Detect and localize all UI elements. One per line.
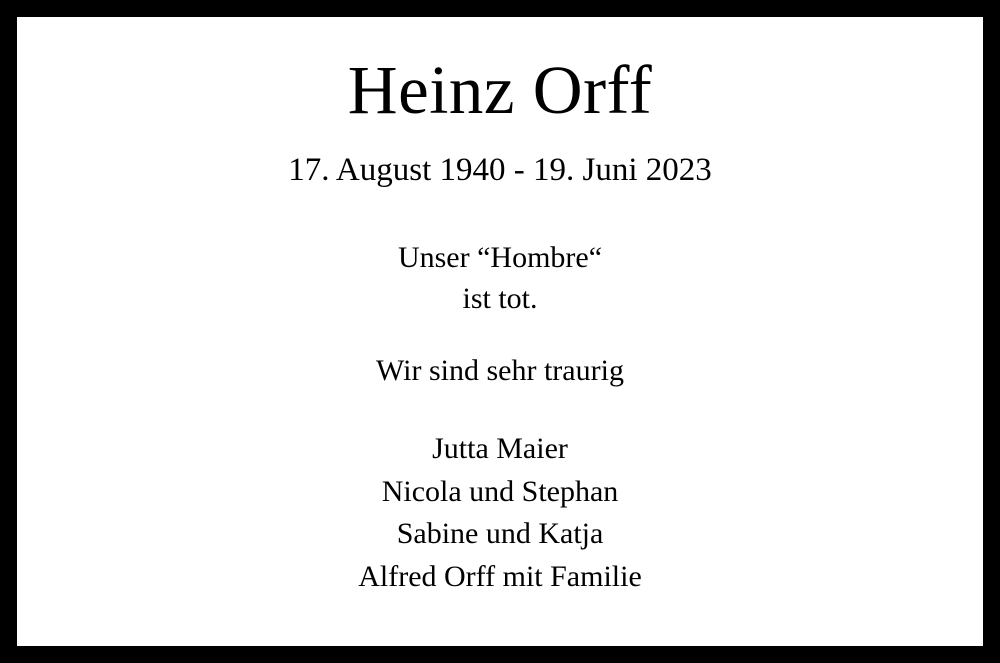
family-line-1: Jutta Maier: [432, 431, 568, 465]
message-line-1: Wir sind sehr traurig: [376, 354, 624, 388]
tribute-line-2: ist tot.: [462, 281, 538, 315]
family-line-2: Nicola und Stephan: [381, 474, 619, 508]
family-line-3: Sabine und Katja: [396, 517, 604, 551]
message-block: [376, 351, 624, 392]
tribute-line-1: Unser “Hombre“: [397, 241, 603, 275]
tribute-block: [398, 238, 602, 319]
life-dates: 17. August 1940 - 19. Juni 2023: [288, 151, 712, 188]
obituary-frame: [14, 14, 986, 649]
family-line-4: Alfred Orff mit Familie: [358, 559, 642, 593]
family-block: [358, 428, 642, 598]
deceased-name: Heinz Orff: [347, 52, 653, 128]
